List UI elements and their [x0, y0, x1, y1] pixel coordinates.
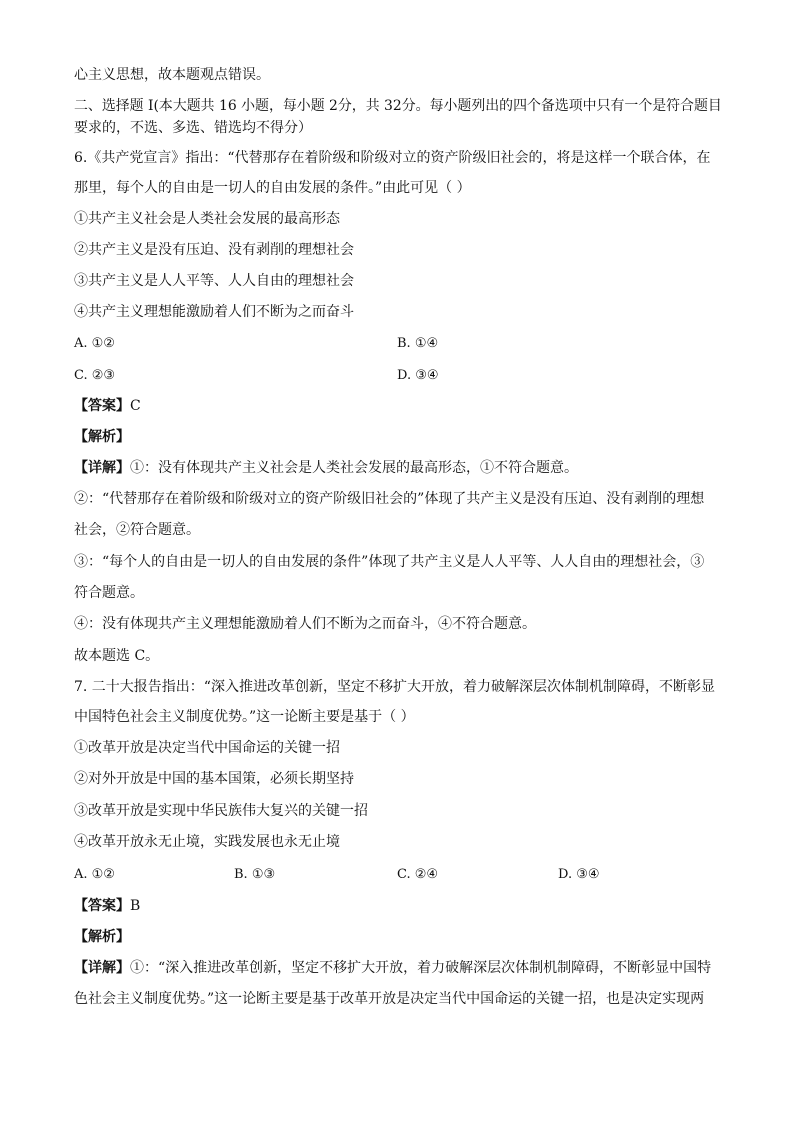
- statement-4: ④共产主义理想能激励着人们不断为之而奋斗: [74, 304, 354, 320]
- detail-text: 社会，②符合题意。: [74, 522, 200, 538]
- final-answer: 故本题选 C。: [74, 648, 160, 664]
- answer-line: [74, 896, 140, 916]
- detail-label: 【详解】: [74, 960, 130, 976]
- question-7-stem: 7. 二十大报告指出：“深入推进改革创新，坚定不移扩大开放，着力破解深层次体制机制障碍，不断彰显: [74, 679, 715, 695]
- statement-1: ①改革开放是决定当代中国命运的关键一招: [74, 740, 340, 756]
- detail-line: [74, 958, 711, 978]
- text-line: 心主义思想，故本题观点错误。: [74, 67, 270, 83]
- question-7-stem-cont: 中国特色社会主义制度优势。”这一论断主要是基于（ ）: [74, 709, 415, 725]
- detail-text: ①：没有体现共产主义社会是人类社会发展的最高形态，①不符合题意。: [130, 460, 578, 476]
- statement-4: ④改革开放永无止境，实践发展也永无止境: [74, 834, 340, 850]
- option-c: C. ②④: [397, 867, 439, 882]
- analysis-label: 【解析】: [74, 929, 130, 945]
- statement-1: ①共产主义社会是人类社会发展的最高形态: [74, 211, 340, 227]
- answer-value: C: [130, 398, 141, 414]
- detail-line: [74, 458, 578, 478]
- section-heading-cont: 要求的，不选、多选、错选均不得分）: [74, 120, 312, 136]
- detail-text: ③：“每个人的自由是一切人的自由发展的条件”体现了共产主义是人人平等、人人自由的理想社会，③: [74, 554, 705, 570]
- detail-text: 色社会主义制度优势。”这一论断主要是基于改革开放是决定当代中国命运的关键一招，也是决定实现两: [74, 991, 705, 1007]
- detail-label: 【详解】: [74, 460, 130, 476]
- answer-label: 【答案】: [74, 398, 130, 414]
- statement-3: ③改革开放是实现中华民族伟大复兴的关键一招: [74, 803, 368, 819]
- statement-2: ②对外开放是中国的基本国策，必须长期坚持: [74, 771, 354, 787]
- detail-text: 符合题意。: [74, 585, 144, 601]
- answer-line: [74, 396, 141, 416]
- answer-label: 【答案】: [74, 898, 130, 914]
- option-b: B. ①③: [234, 867, 276, 882]
- detail-text: ④：没有体现共产主义理想能激励着人们不断为之而奋斗，④不符合题意。: [74, 616, 536, 632]
- option-a: A. ①②: [74, 867, 115, 882]
- detail-text: ②：“代替那存在着阶级和阶级对立的资产阶级旧社会的”体现了共产主义是没有压迫、没有剥削的理想: [74, 491, 705, 507]
- option-a: A. ①②: [74, 336, 115, 351]
- option-d: D. ③④: [397, 368, 439, 383]
- question-6-stem: 6.《共产党宣言》指出：“代替那存在着阶级和阶级对立的资产阶级旧社会的，将是这样一个联合体，在: [74, 150, 711, 166]
- detail-text: ①：“深入推进改革创新，坚定不移扩大开放，着力破解深层次体制机制障碍，不断彰显中国特: [130, 960, 712, 976]
- answer-value: B: [130, 898, 141, 914]
- question-6-stem-cont: 那里，每个人的自由是一切人的自由发展的条件。”由此可见（ ）: [74, 180, 471, 196]
- option-d: D. ③④: [558, 867, 600, 882]
- analysis-label: 【解析】: [74, 429, 130, 445]
- statement-3: ③共产主义是人人平等、人人自由的理想社会: [74, 273, 354, 289]
- statement-2: ②共产主义是没有压迫、没有剥削的理想社会: [74, 242, 354, 258]
- option-b: B. ①④: [397, 336, 439, 351]
- option-c: C. ②③: [74, 368, 116, 383]
- section-heading: 二、选择题 I(本大题共 16 小题，每小题 2分，共 32分。每小题列出的四个备选项中只有一个是符合题目: [74, 98, 722, 114]
